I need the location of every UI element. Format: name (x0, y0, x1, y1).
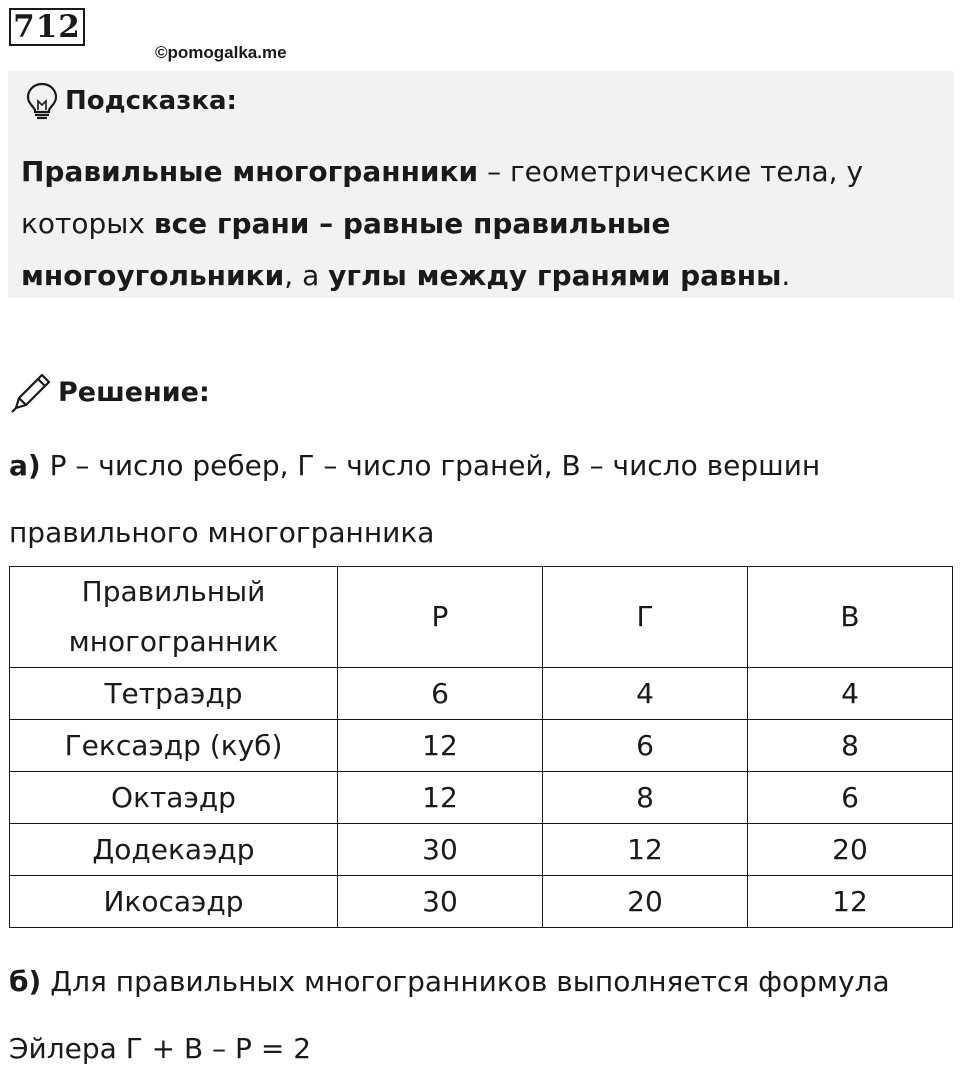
cell-name: Тетраэдр (10, 668, 338, 720)
hint-title: Подсказка: (65, 86, 237, 116)
cell-faces: 20 (543, 876, 748, 928)
hint-text-part: , а (284, 259, 329, 292)
cell-vertices: 6 (748, 772, 953, 824)
solution-part-a (9, 432, 949, 566)
cell-name: Октаэдр (10, 772, 338, 824)
table-row (10, 772, 953, 824)
cell-name: Додекаэдр (10, 824, 338, 876)
cell-edges: 12 (338, 772, 543, 824)
table-row (10, 824, 953, 876)
part-b-text: Для правильных многогранников выполняется формула Эйлера Г + В – Р = 2 (9, 965, 890, 1065)
header-edges: Р (338, 567, 543, 668)
cell-faces: 4 (543, 668, 748, 720)
polyhedra-table (9, 566, 953, 928)
cell-edges: 12 (338, 720, 543, 772)
table-row (10, 720, 953, 772)
hint-text-part: все грани – равные правильные многоугольники (21, 207, 671, 292)
part-a-label: а) (9, 449, 41, 482)
hint-text-part: – геометрические тела, у которых (21, 155, 864, 240)
cell-vertices: 4 (748, 668, 953, 720)
solution-part-b (9, 948, 954, 1082)
cell-name: Икосаэдр (10, 876, 338, 928)
problem-number: 712 (9, 8, 85, 46)
cell-faces: 12 (543, 824, 748, 876)
table-header-row (10, 567, 953, 668)
hint-text (21, 146, 941, 302)
hint-text-part: углы между гранями равны (328, 259, 782, 292)
hint-text-part: . (781, 259, 791, 292)
header-faces: Г (543, 567, 748, 668)
cell-edges: 30 (338, 876, 543, 928)
part-a-text: Р – число ребер, Г – число граней, В – число вершин правильного многогранника (9, 449, 821, 549)
cell-vertices: 8 (748, 720, 953, 772)
cell-faces: 8 (543, 772, 748, 824)
pencil-icon (10, 370, 54, 414)
cell-vertices: 12 (748, 876, 953, 928)
table-row (10, 668, 953, 720)
cell-name: Гексаэдр (куб) (10, 720, 338, 772)
cell-edges: 6 (338, 668, 543, 720)
watermark: ©pomogalka.me (155, 43, 287, 62)
solution-title: Решение: (58, 377, 210, 408)
cell-edges: 30 (338, 824, 543, 876)
table-row (10, 876, 953, 928)
part-b-label: б) (9, 965, 42, 998)
hint-text-part: Правильные многогранники (21, 155, 479, 188)
lightbulb-icon (22, 81, 62, 121)
cell-faces: 6 (543, 720, 748, 772)
header-vertices: В (748, 567, 953, 668)
hint-box (8, 71, 954, 298)
cell-vertices: 20 (748, 824, 953, 876)
header-polyhedron: Правильный многогранник (10, 567, 338, 668)
